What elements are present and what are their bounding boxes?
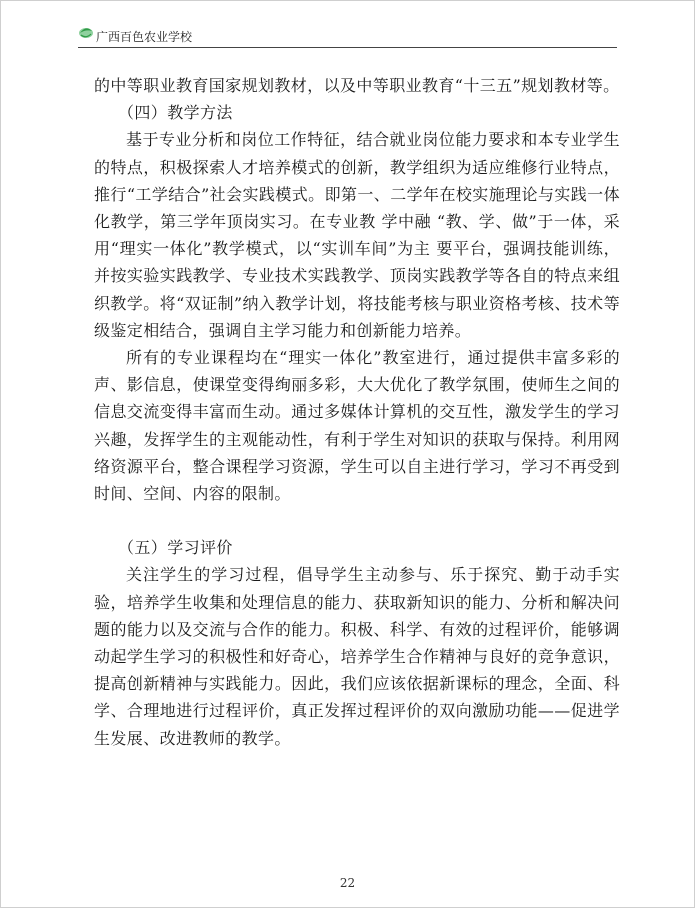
page-number: 22 xyxy=(339,876,356,890)
page-header xyxy=(78,24,618,48)
section-heading-learning-evaluation: （五）学习评价 xyxy=(118,538,233,558)
paragraph-teaching-methods: 基于专业分析和岗位工作特征，结合就业岗位能力要求和本专业学生的特点，积极探索人才培养模式的创新，教学组织为适应维修行业特点，推行“工学结合”社会实践模式。即第一、二学年在校实施理论与实践一体化教学，第三学年顶岗实习。在专业教 学中融 “教、学、做”于一体，采用“理实一体化”教学模式，以“实训车间”为主 要平台，强调技能训练，并按实验实践教学、专业技术实践教学、顶岗实践教学等各自的特点来组织教学。将“双证制”纳入教学计划，将技能考核与职业资格考核、技术等级鉴定相结合，强调自主学习能力和创新能力培养。 xyxy=(94,130,620,340)
document-body xyxy=(94,72,620,752)
school-logo-icon xyxy=(78,24,94,40)
paragraph-learning-evaluation: 关注学生的学习过程，倡导学生主动参与、乐于探究、勤于动手实验，培养学生收集和处理信息的能力、获取新知识的能力、分析和解决问题的能力以及交流与合作的能力。积极、科学、有效的过程评价，能够调动起学生学习的积极性和好奇心，培养学生合作精神与良好的竞争意识，提高创新精神与实践能力。因此，我们应该依据新课标的理念，全面、科学、合理地进行过程评价，真正发挥过程评价的双向激励功能——促进学生发展、改进教师的教学。 xyxy=(94,565,620,748)
paragraph-gap xyxy=(94,507,620,534)
paragraph-continuation: 的中等职业教育国家规划教材，以及中等职业教育“十三五”规划教材等。 xyxy=(94,76,620,95)
paragraph-classroom: 所有的专业课程均在“理实一体化”教室进行，通过提供丰富多彩的声、影信息，使课堂变得绚丽多彩，大大优化了教学氛围，使师生之间的信息交流变得丰富而生动。通过多媒体计算机的交互性，激发学生的学习兴趣，发挥学生的主观能动性，有利于学生对知识的获取与保持。利用网络资源平台，整合课程学习资源，学生可以自主进行学习，学习不再受到时间、空间、内容的限制。 xyxy=(94,348,620,504)
section-heading-teaching-methods: （四）教学方法 xyxy=(118,103,233,123)
header-divider xyxy=(78,47,617,48)
school-name: 广西百色农业学校 xyxy=(96,30,193,44)
